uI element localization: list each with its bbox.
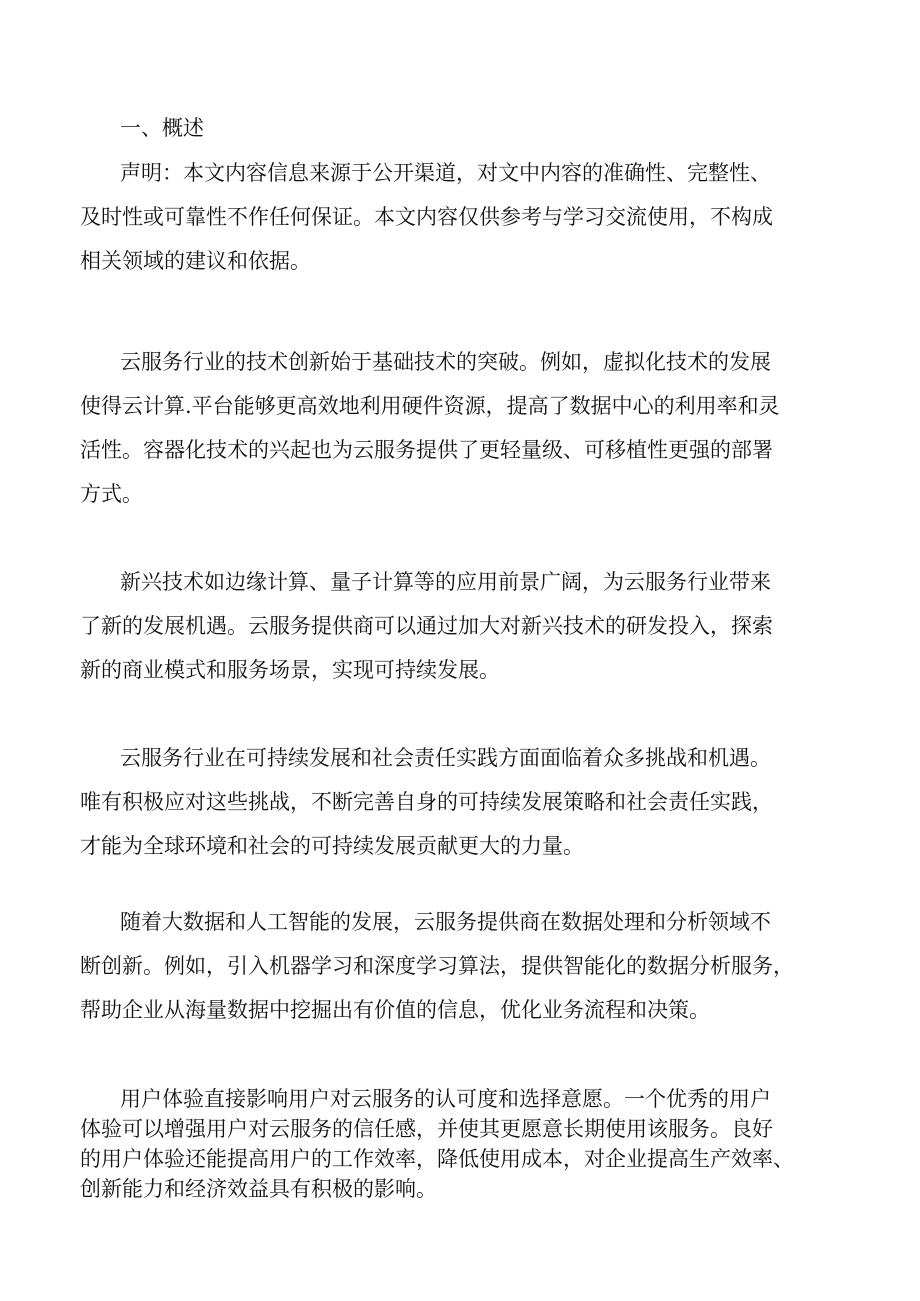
paragraph-line: 新兴技术如边缘计算、量子计算等的应用前景广阔，为云服务行业带来	[120, 570, 771, 594]
paragraph-user-experience	[80, 1084, 860, 1204]
paragraph-line: 云服务行业的技术创新始于基础技术的突破。例如，虚拟化技术的发展	[120, 350, 771, 374]
paragraph-line: 断创新。例如，引入机器学习和深度学习算法，提供智能化的数据分析服务，	[80, 954, 794, 978]
paragraph-line: 声明：本文内容信息来源于公开渠道，对文中内容的准确性、完整性、	[120, 161, 771, 185]
paragraph-line: 帮助企业从海量数据中挖掘出有价值的信息，优化业务流程和决策。	[80, 998, 710, 1022]
paragraph-big-data-ai	[80, 900, 860, 1032]
section-heading: 一、概述	[120, 116, 204, 140]
paragraph-sustainability	[80, 736, 860, 868]
paragraph-line: 方式。	[80, 482, 143, 506]
paragraph-line: 随着大数据和人工智能的发展，云服务提供商在数据处理和分析领域不	[120, 910, 771, 934]
paragraph-line: 才能为全球环境和社会的可持续发展贡献更大的力量。	[80, 834, 584, 858]
paragraph-line: 及时性或可靠性不作任何保证。本文内容仅供参考与学习交流使用，不构成	[80, 205, 773, 229]
paragraph-line: 新的商业模式和服务场景，实现可持续发展。	[80, 658, 500, 682]
paragraph-tech-innovation	[80, 340, 860, 516]
paragraph-line: 了新的发展机遇。云服务提供商可以通过加大对新兴技术的研发投入，探索	[80, 614, 773, 638]
paragraph-line: 用户体验直接影响用户对云服务的认可度和选择意愿。一个优秀的用户	[120, 1087, 771, 1111]
paragraph-line: 体验可以增强用户对云服务的信任感，并使其更愿意长期使用该服务。良好	[80, 1117, 773, 1141]
paragraph-disclaimer	[80, 151, 860, 283]
paragraph-line: 创新能力和经济效益具有积极的影响。	[80, 1177, 437, 1201]
paragraph-emerging-tech	[80, 560, 860, 692]
paragraph-line: 云服务行业在可持续发展和社会责任实践方面面临着众多挑战和机遇。	[120, 746, 771, 770]
paragraph-line: 唯有积极应对这些挑战，不断完善自身的可持续发展策略和社会责任实践，	[80, 790, 773, 814]
paragraph-line: 的用户体验还能提高用户的工作效率，降低使用成本，对企业提高生产效率、	[80, 1147, 794, 1171]
paragraph-line: 使得云计算.平台能够更高效地利用硬件资源，提高了数据中心的利用率和灵	[80, 394, 780, 418]
paragraph-line: 活性。容器化技术的兴起也为云服务提供了更轻量级、可移植性更强的部署	[80, 438, 773, 462]
paragraph-line: 相关领域的建议和依据。	[80, 249, 311, 273]
